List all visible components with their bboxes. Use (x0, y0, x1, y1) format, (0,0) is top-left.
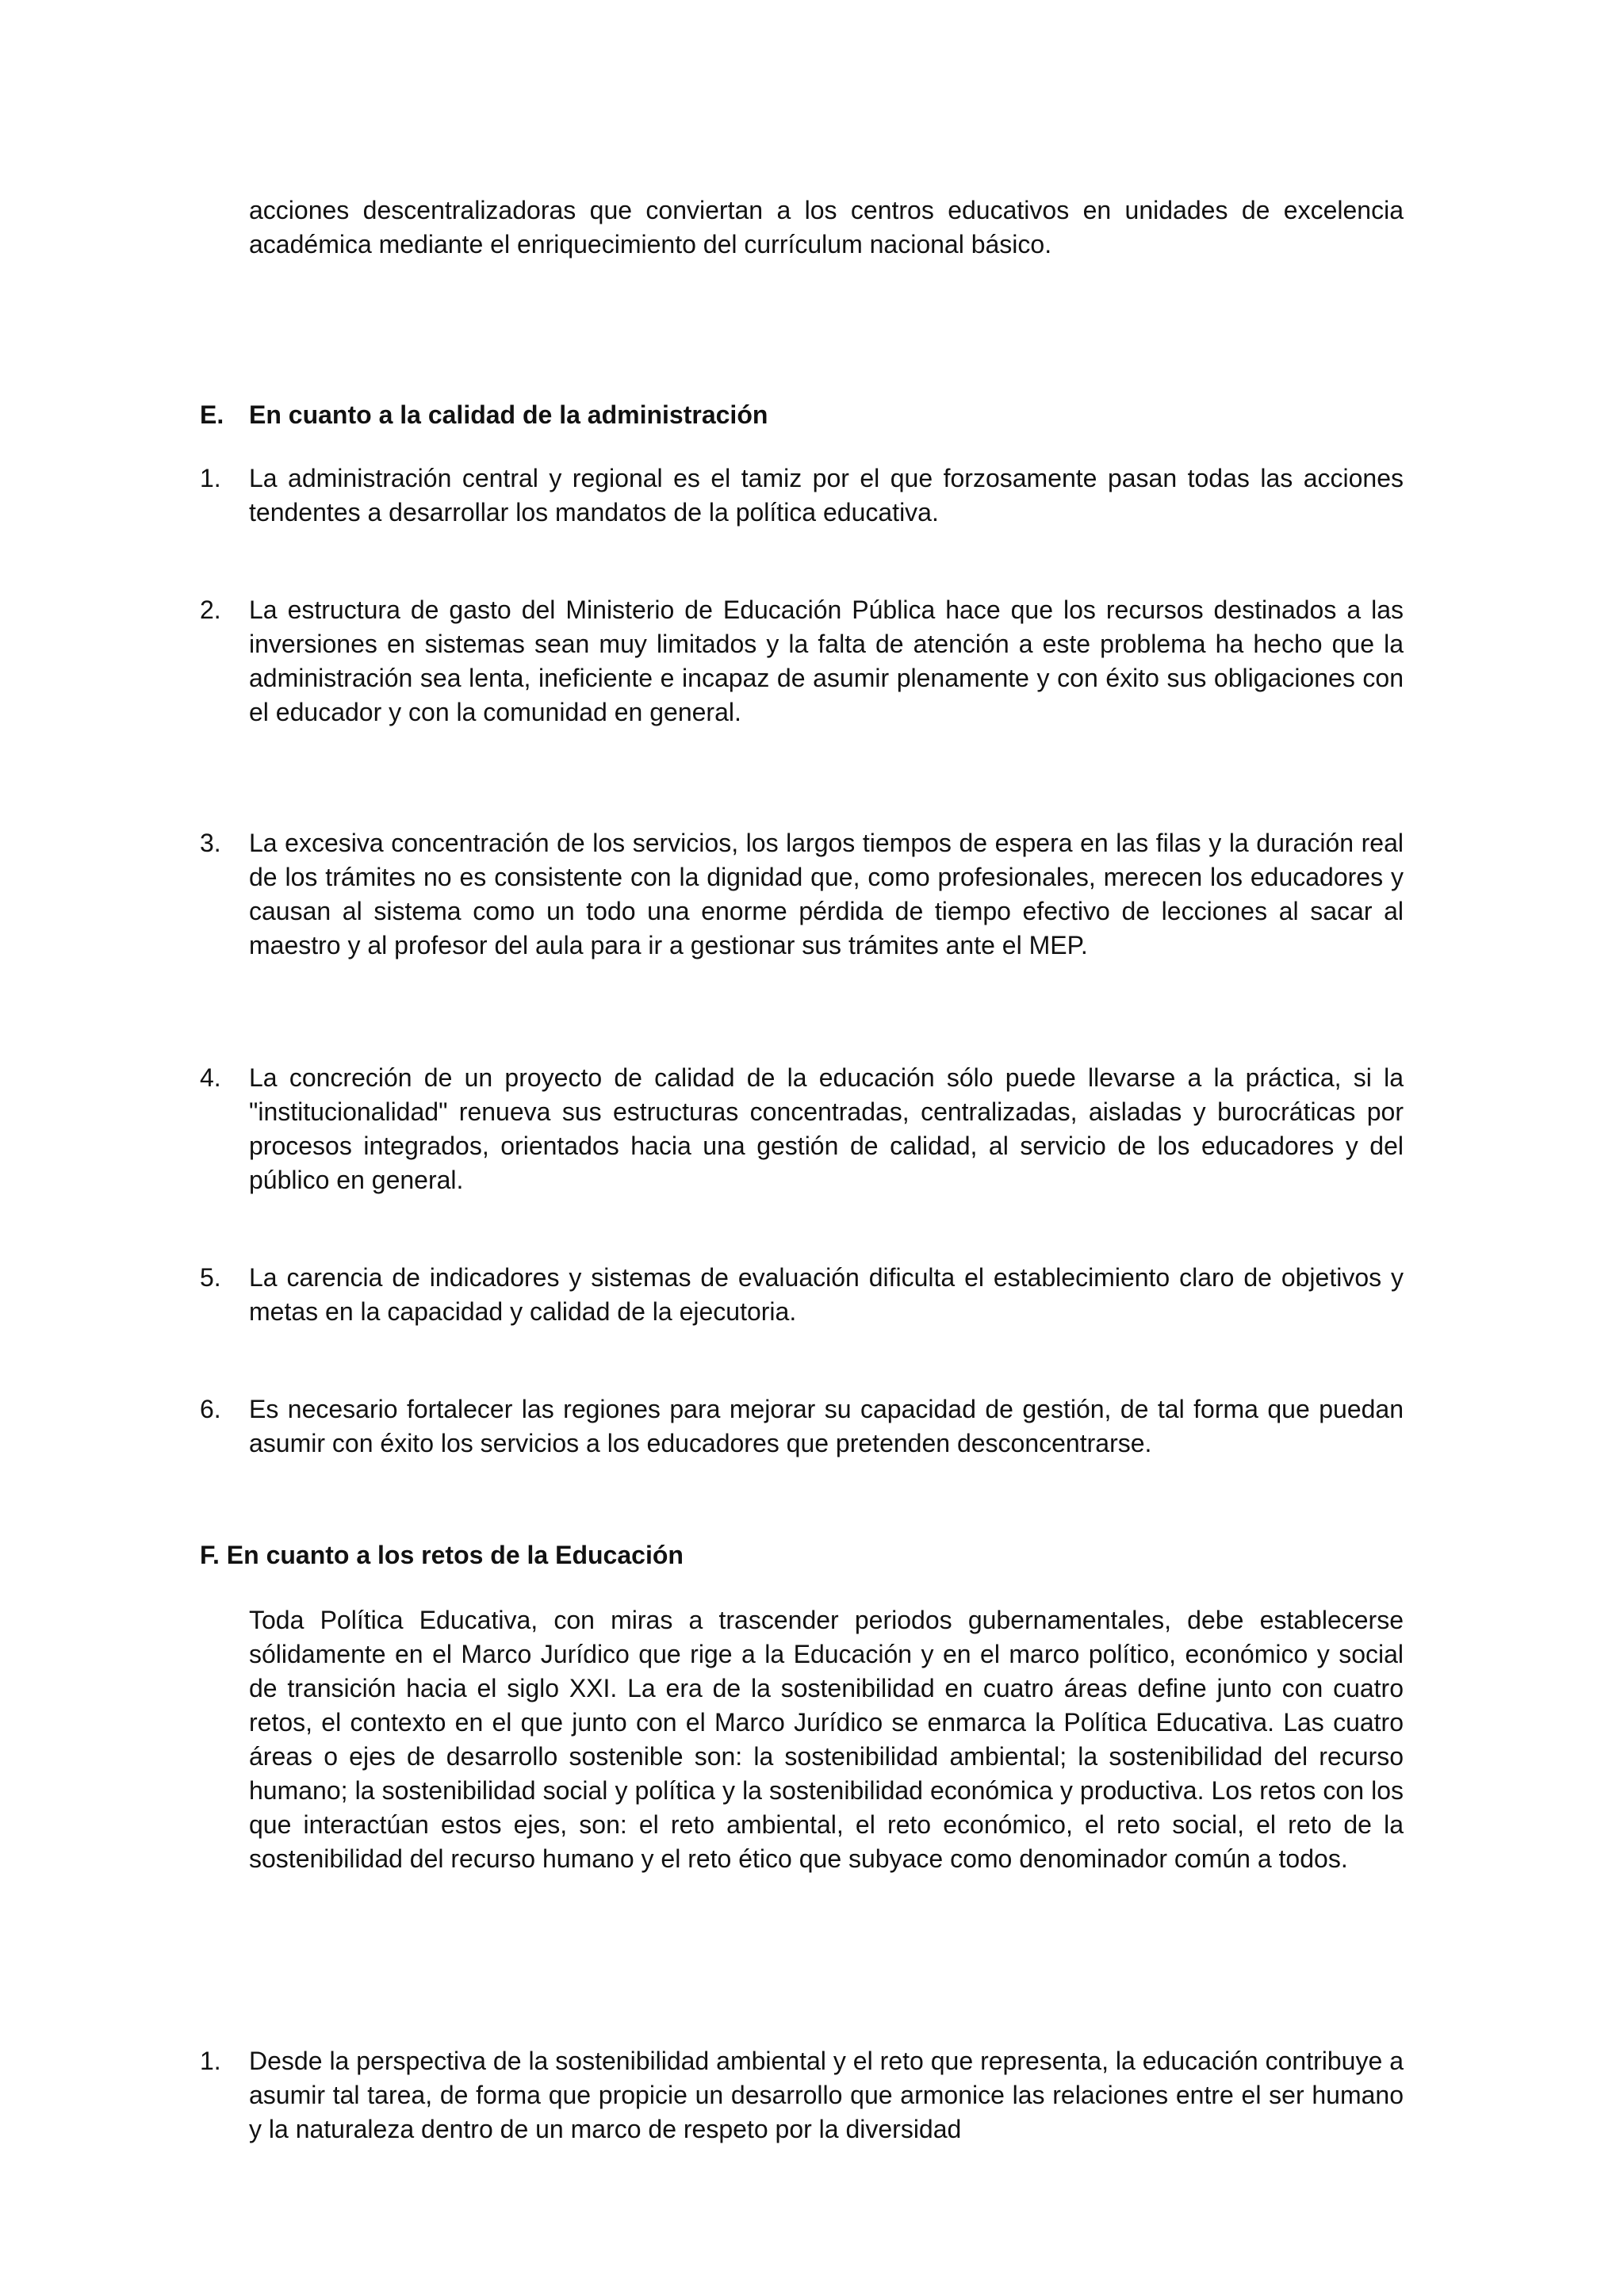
section-e-item-6 (200, 1392, 1404, 1461)
item-text: La administración central y regional es el tamiz por el que forzosamente pasan todas las acciones tendentes a desarrollar los mandatos de la política educativa. (249, 464, 1404, 527)
item-text: Desde la perspectiva de la sostenibilidad ambiental y el reto que representa, la educación contribuye a asumir tal tarea, de forma que propicie un desarrollo que armonice las relaciones entre el ser humano y la naturaleza dentro de un marco de respeto por la diversidad (249, 2047, 1404, 2143)
item-text: La excesiva concentración de los servicios, los largos tiempos de espera en las filas y la duración real de los trámites no es consistente con la dignidad que, como profesionales, merecen los educadores y causan al sistema como un todo una enorme pérdida de tiempo efectivo de lecciones al sacar al maestro y al profesor del aula para ir a gestionar sus trámites ante el MEP. (249, 829, 1404, 959)
item-text: Es necesario fortalecer las regiones para mejorar su capacidad de gestión, de tal forma que puedan asumir con éxito los servicios a los educadores que pretenden desconcentrarse. (249, 1395, 1404, 1457)
item-text: La carencia de indicadores y sistemas de evaluación dificulta el establecimiento claro de objetivos y metas en la capacidad y calidad de la ejecutoria. (249, 1263, 1404, 1326)
section-f-heading: F. En cuanto a los retos de la Educación (200, 1541, 684, 1569)
item-number: 5. (200, 1263, 221, 1292)
section-f-item-1 (200, 2044, 1404, 2147)
section-e-item-1 (200, 461, 1404, 530)
section-f-intro: Toda Política Educativa, con miras a trascender periodos gubernamentales, debe establecerse sólidamente en el Marco Jurídico que rige a la Educación y en el marco político, económico y social de transición hacia el siglo XXI. La era de la sostenibilidad en cuatro áreas define junto con cuatro retos, el contexto en el que junto con el Marco Jurídico se enmarca la Política Educativa. Las cuatro áreas o ejes de desarrollo sostenible son: la sostenibilidad ambiental; la sostenibilidad del recurso humano; la sostenibilidad social y política y la sostenibilidad económica y productiva. Los retos con los que interactúan estos ejes, son: el reto ambiental, el reto económico, el reto social, el reto de la sostenibilidad del recurso humano y el reto ético que subyace como denominador común a todos. (249, 1606, 1404, 1873)
section-e-title: En cuanto a la calidad de la administración (249, 400, 768, 429)
intro-paragraph: acciones descentralizadoras que conviertan a los centros educativos en unidades de excelencia académica mediante el enriquecimiento del currículum nacional básico. (249, 196, 1404, 259)
item-number: 1. (200, 464, 221, 492)
section-e-item-3 (200, 826, 1404, 963)
section-e-item-4 (200, 1061, 1404, 1197)
item-number: 6. (200, 1395, 221, 1423)
section-e-item-2 (200, 593, 1404, 730)
item-number: 3. (200, 829, 221, 857)
item-text: La estructura de gasto del Ministerio de Educación Pública hace que los recursos destinados a las inversiones en sistemas sean muy limitados y la falta de atención a este problema ha hecho que la administración sea lenta, ineficiente e incapaz de asumir plenamente y con éxito sus obligaciones con el educador y con la comunidad en general. (249, 596, 1404, 726)
item-number: 1. (200, 2047, 221, 2075)
item-number: 4. (200, 1063, 221, 1092)
section-e-item-5 (200, 1261, 1404, 1329)
section-e-letter: E. (200, 400, 224, 429)
section-e-heading (200, 398, 768, 432)
item-number: 2. (200, 596, 221, 624)
item-text: La concreción de un proyecto de calidad de la educación sólo puede llevarse a la práctica, si la "institucionalidad" renueva sus estructuras concentradas, centralizadas, aisladas y burocráticas por procesos integrados, orientados hacia una gestión de calidad, al servicio de los educadores y del público en general. (249, 1063, 1404, 1194)
